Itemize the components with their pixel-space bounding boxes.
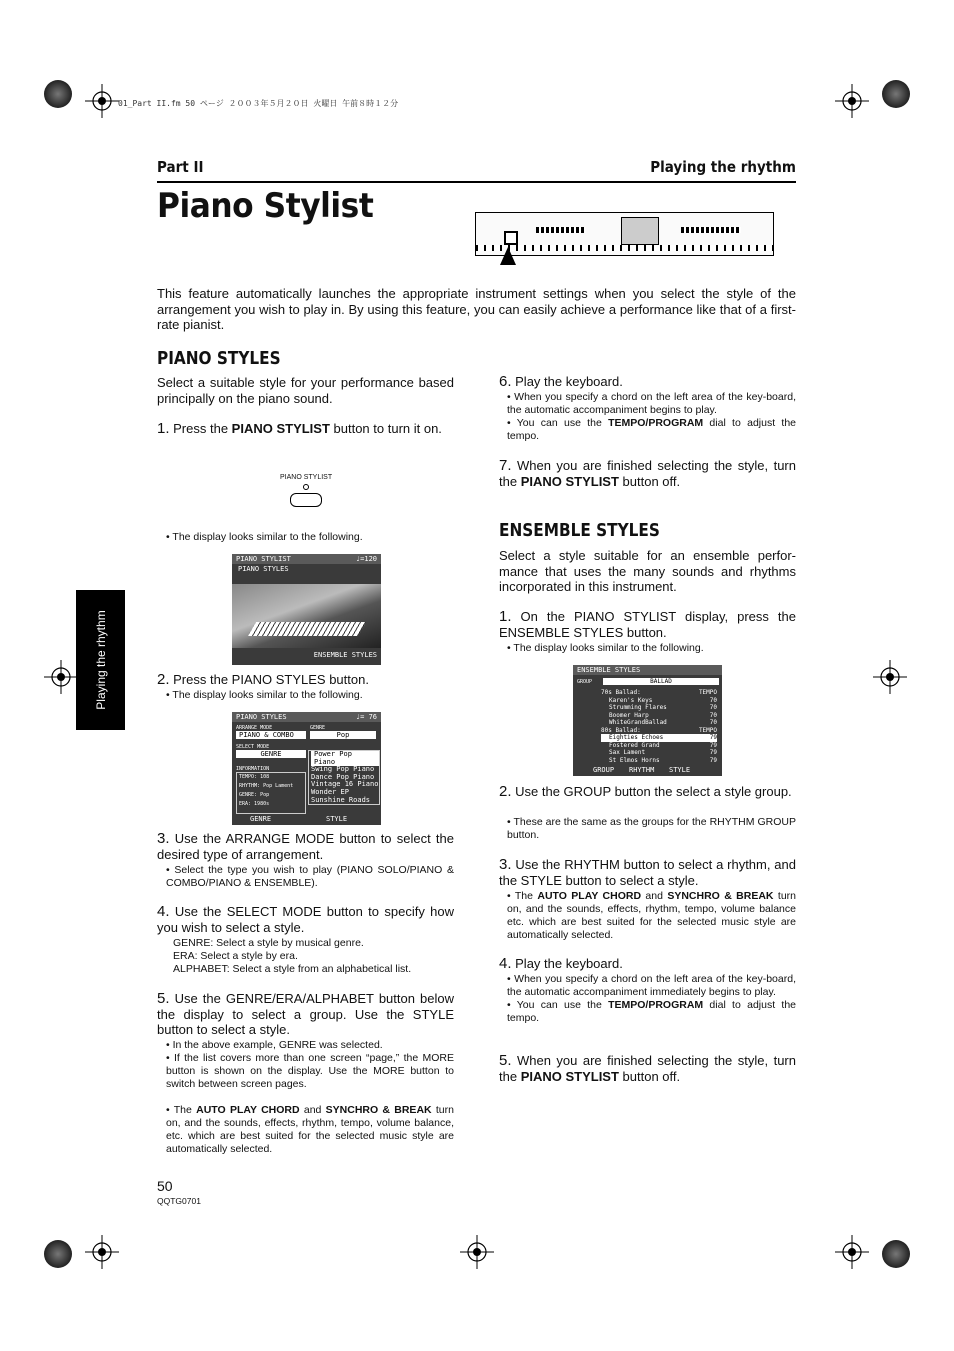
registration-mark [873,660,907,694]
ensemble-step-5: 5. When you are finished selecting the style, turn the PIANO STYLIST button off. [499,1052,796,1084]
ensemble-styles-screen: ENSEMBLE STYLES GROUP BALLAD 70s Ballad: TEMPO Karen's Keys 70 Strumming Flares 70 Boomer Harp 70 WhiteGrandBallad 70 80s Ballad: TEMPO Eighties Echoes 79 Fostered Grand 79 Sax Lament 79 St Elmos Horns 79 GROUP RHYTHM STYLE [573,665,722,776]
registration-mark [44,660,78,694]
corner-target-mark [882,80,910,108]
ensemble-step-4-notes: • When you specify a chord on the left area of the key-board, the automatic accompaniment immediately begins to play. • You can use the TEMPO/PROGRAM dial to adjust the tempo. [507,973,796,1024]
list-item[interactable]: Karen's Keys 70 [609,696,717,704]
list-item[interactable]: 80s Ballad: TEMPO [601,726,717,734]
genre-screen-button[interactable]: GENRE [250,815,272,823]
genre-value[interactable]: Pop [310,731,376,739]
print-header-strip: 01_Part II.fm 50 ページ ２００３年５月２０日 火曜日 午前８時１２分 [118,99,399,108]
step-5: 5. Use the GENRE/ERA/ALPHABET button below the display to select a group. Use the STYLE button to select a style. [157,990,454,1037]
list-item[interactable]: Power Pop Piano [311,751,379,766]
page-number: 50 [157,1178,173,1194]
ensemble-style-list [601,689,717,764]
list-item[interactable]: 70s Ballad: TEMPO [601,689,717,696]
side-tab: Playing the rhythm [76,590,125,730]
piano-stylist-screen: PIANO STYLIST ♩=120 PIANO STYLES ENSEMBLE STYLES [232,554,381,665]
list-item[interactable]: Dance Pop Piano [311,772,375,781]
style-screen-button[interactable]: STYLE [669,766,691,774]
ensemble-step-1: 1. On the PIANO STYLIST display, press the ENSEMBLE STYLES button. [499,608,796,640]
step-5-auto-note: • The AUTO PLAY CHORD and SYNCHRO & BREAK turn on, and the sounds, effects, rhythm, tempo, volume balance, etc. which are best suited for the selected music style are automatically selected. [166,1104,454,1155]
style-screen-button[interactable]: STYLE [326,815,348,823]
piano-styles-heading: PIANO STYLES [157,348,281,369]
step-2: 2. Press the PIANO STYLES button. [157,671,369,688]
ensemble-step-4: 4. Play the keyboard. [499,955,623,972]
select-mode-value[interactable]: GENRE [236,750,306,758]
piano-stylist-led-icon [303,484,309,490]
step-6-notes: • When you specify a chord on the left area of the key-board, the automatic accompaniment begins to play. • You can use the TEMPO/PROGRAM dial to adjust the tempo. [507,391,796,442]
page-title: Piano Stylist [157,186,374,226]
keyboard-image [248,622,366,636]
intro-paragraph: This feature automatically launches the appropriate instrument settings when you select the style of the arrangement you wish to play in. By using this feature, you can easily achieve a performance like that of a first-rate pianist. [157,286,796,332]
step-3: 3. Use the ARRANGE MODE button to select the desired type of arrangement. [157,830,454,862]
piano-styles-lead: Select a suitable style for your performance based principally on the piano sound. [157,375,454,406]
list-item[interactable]: Strumming Flares 70 [609,704,717,711]
corner-target-mark [44,80,72,108]
list-item[interactable]: Sunshine Roads [311,795,371,804]
corner-target-mark [44,1240,72,1268]
step-3-note: • Select the type you wish to play (PIANO SOLO/PIANO & COMBO/PIANO & ENSEMBLE). [166,864,454,889]
registration-mark [85,1235,119,1269]
display-note-2: • The display looks similar to the following. [166,689,363,701]
step-7: 7. When you are finished selecting the style, turn the PIANO STYLIST button off. [499,457,796,489]
list-item[interactable]: Eighties Echoes 79 [601,734,717,742]
display-note-1: • The display looks similar to the following. [166,531,363,543]
list-item[interactable]: Swing Pop Piano [311,765,375,774]
list-item[interactable]: Boomer Harp 70 [609,711,717,719]
ensemble-step-2-note: • These are the same as the groups for the RHYTHM GROUP button. [507,816,796,841]
step-4-options: GENRE: Select a style by musical genre. ERA: Select a style by era. ALPHABET: Select a style from an alphabetical list. [173,937,412,975]
piano-stylist-button-label: PIANO STYLIST [280,474,333,481]
ensemble-step-3-note: • The AUTO PLAY CHORD and SYNCHRO & BREAK turn on, and the sounds, effects, rhythm, tempo, volume balance etc. which are best suited for the selected music style are automatically selected. [507,890,796,941]
arrange-mode-value[interactable]: PIANO & COMBO [236,731,306,739]
registration-mark [835,84,869,118]
ensemble-styles-screen-button[interactable]: ENSEMBLE STYLES [313,651,377,659]
registration-mark [85,84,119,118]
rhythm-screen-button[interactable]: RHYTHM [629,766,655,774]
list-item[interactable]: WhiteGrandBallad 70 [609,719,717,726]
registration-mark [835,1235,869,1269]
ensemble-lead: Select a style suitable for an ensemble perfor-mance that uses the many sounds and rhythms incorporated in this instrument. [499,548,796,594]
step-5-notes: • In the above example, GENRE was selected. • If the list covers more than one screen “page,” the MORE button is shown on the display. Use the MORE button to switch between screen pages. [166,1039,454,1090]
ensemble-step-2: 2. Use the GROUP button the select a style group. [499,783,792,800]
document-code: QQTG0701 [157,1196,201,1206]
list-item[interactable]: Vintage 16 Piano [311,780,379,789]
piano-photo [232,584,381,648]
corner-target-mark [882,1240,910,1268]
step-1: 1. Press the PIANO STYLIST button to turn it on. [157,420,442,437]
ensemble-step-3: 3. Use the RHYTHM button to select a rhythm, and the STYLE button to select a style. [499,856,796,888]
registration-mark [460,1235,494,1269]
group-value[interactable]: BALLAD [603,678,719,685]
ensemble-display-note: • The display looks similar to the following. [507,642,704,654]
ensemble-styles-heading: ENSEMBLE STYLES [499,520,660,541]
step-4: 4. Use the SELECT MODE button to specify how you wish to select a style. [157,903,454,935]
info-box: TEMPO: 108 RHYTHM: Pop Lament GENRE: Pop ERA: 1980s [236,772,306,814]
instrument-panel-illustration [475,212,774,256]
part-label: Part II [157,158,204,176]
group-screen-button[interactable]: GROUP [593,766,615,774]
section-label: Playing the rhythm [650,158,796,176]
list-item[interactable]: St Elmos Horns 79 [609,756,717,764]
piano-stylist-button[interactable] [290,493,322,507]
step-6: 6. Play the keyboard. [499,373,623,390]
header-rule [157,181,796,183]
list-item[interactable]: Wonder EP [311,787,349,796]
piano-styles-screen: PIANO STYLES ♩= 76 ARRANGE MODE PIANO & COMBO GENRE Pop SELECT MODE GENRE INFORMATION TEMPO: 108 RHYTHM: Pop Lament GENRE: Pop ERA: 1980s Power Pop Piano Swing Pop Piano Dance Pop Piano Vintage 16 Piano Wonder EP Sunshine Roads GENRE STYLE [232,712,381,825]
list-item[interactable]: Sax Lament 79 [609,749,717,756]
style-list [308,750,380,805]
list-item[interactable]: Fostered Grand 79 [609,741,717,749]
